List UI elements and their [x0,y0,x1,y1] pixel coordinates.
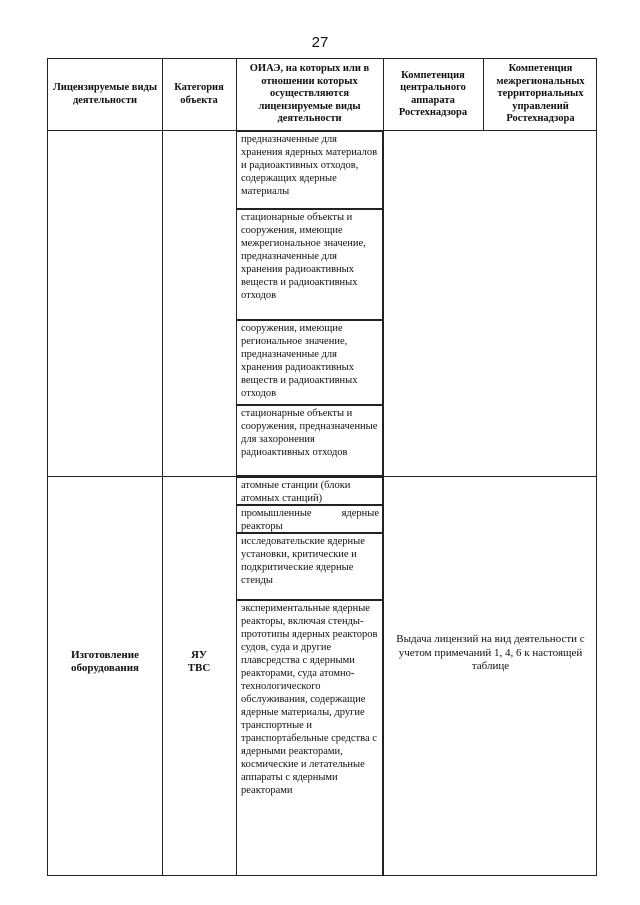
header-regional: Компетенция межрегиональных территориальных управлений Ростехнадзора [496,63,585,125]
object-cell: экспериментальные ядерные реакторы, включая стенды-прототипы ядерных реакторов судов, суда и другие плавсредства с ядерными реакторами, суда атомно-технологического обслуживания, содержащие ядерные материалы, другие транспортные и транспортабельные средства с ядерными реакторами, космические и летательные аппараты с ядерными реакторами [236,600,383,876]
header-central: Компетенция центрального аппарата Ростехнадзора [398,69,468,118]
column-divider [383,59,384,875]
header-objects: ОИАЭ, на которых или в отношении которых осуществляются лицензируемые виды деятельности [249,63,370,125]
page-number: 27 [311,34,329,51]
header-category: Категория объекта [174,82,224,106]
object-cell: промышленные ядерные реакторы [236,505,383,533]
header-activity: Лицензируемые виды деятельности [52,82,158,106]
object-cell: стационарные объекты и сооружения, предназначенные для захоронения радиоактивных отходов [236,405,383,476]
competence-text: Выдача лицензий на вид деятельности с учетом примечаний 1, 4, 6 к настоящей таблице [396,633,585,672]
category-value [162,649,236,675]
category-line: ТВС [187,662,211,674]
object-cell: исследовательские ядерные установки, критические и подкритические ядерные стенды [236,533,383,600]
object-cell: стационарные объекты и сооружения, имеющие межрегиональное значение, предназначенные для хранения радиоактивных веществ и радиоактивных отходов [236,209,383,320]
column-divider [162,59,163,875]
object-cell: сооружения, имеющие региональное значение, предназначенные для хранения радиоактивных веществ и радиоактивных отходов [236,320,383,405]
object-cell: атомные станции (блоки атомных станций) [236,477,383,505]
license-table [47,58,597,876]
category-line: ЯУ [190,649,208,661]
object-cell: предназначенные для хранения ядерных материалов и радиоактивных отходов, содержащих ядерные материалы [236,131,383,209]
activity-name: Изготовление оборудования [71,649,139,674]
